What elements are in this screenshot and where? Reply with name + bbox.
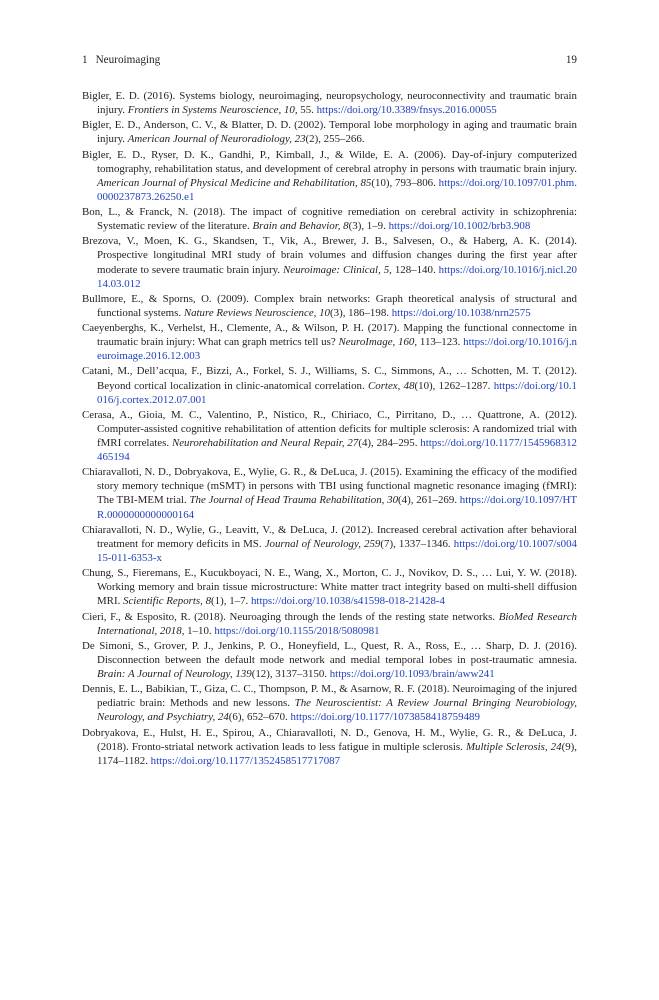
doi-link[interactable]: https://doi.org/10.1093/brain/aww241	[329, 667, 495, 680]
reference-text: Chiaravalloti, N. D., Wylie, G., Leavitt, V., & DeLuca, J. (2012). Increased cerebral activation after behavioral treatment for memory deficits in MS.	[82, 523, 577, 550]
reference-entry	[82, 292, 577, 320]
doi-link[interactable]: https://doi.org/10.1016/j.nicl.2014.03.012	[97, 263, 577, 290]
doi-link[interactable]: https://doi.org/10.1177/1073858418759489	[290, 711, 480, 724]
reference-entry	[82, 89, 577, 117]
reference-entry	[82, 321, 577, 363]
reference-volume-pages: (9), 1174–1182.	[97, 740, 577, 767]
reference-entry	[82, 639, 577, 681]
reference-entry	[82, 408, 577, 464]
reference-journal: American Journal of Neuroradiology, 23	[127, 133, 306, 146]
chapter-number: 1	[82, 54, 88, 66]
doi-link[interactable]: https://doi.org/10.1038/nrn2575	[391, 306, 531, 319]
reference-journal: NeuroImage, 160	[338, 336, 415, 349]
doi-link[interactable]: https://doi.org/10.1016/j.cortex.2012.07.001	[97, 379, 578, 406]
doi-link[interactable]: https://doi.org/10.1097/01.phm.0000237873.26250.e1	[97, 176, 577, 203]
doi-link[interactable]: https://doi.org/10.1002/brb3.908	[388, 220, 531, 233]
reference-text: Brezova, V., Moen, K. G., Skandsen, T., Vik, A., Brewer, J. B., Salvesen, O., & Haberg, A. K. (2014). Prospective longitudinal MRI study of brain volumes and diffusion changes during the first year after moderate to severe traumatic brain injury.	[82, 235, 577, 276]
reference-journal: Frontiers in Systems Neuroscience, 10	[127, 104, 295, 117]
reference-volume-pages: (3), 1–9.	[348, 220, 389, 233]
reference-volume-pages: (12), 3137–3150.	[251, 667, 330, 680]
reference-entry	[82, 726, 577, 768]
reference-volume-pages: , 55.	[294, 104, 317, 117]
reference-text: Cieri, F., & Esposito, R. (2018). Neuroaging through the lends of the resting state networks.	[82, 610, 499, 623]
reference-volume-pages: (2), 255–266.	[305, 133, 365, 146]
reference-text: Bon, L., & Franck, N. (2018). The impact of cognitive remediation on cerebral activity in schizophrenia: Systematic review of the literature.	[82, 206, 577, 233]
reference-entry	[82, 682, 577, 724]
reference-entry	[82, 610, 577, 638]
reference-volume-pages: (10), 1262–1287.	[414, 379, 494, 392]
reference-volume-pages: (4), 261–269.	[398, 494, 460, 507]
doi-link[interactable]: https://doi.org/10.1177/1545968312465194	[97, 437, 577, 464]
reference-entry	[82, 148, 577, 204]
reference-entry	[82, 465, 577, 521]
reference-list	[82, 89, 577, 769]
doi-link[interactable]: https://doi.org/10.1097/HTR.0000000000000164	[97, 494, 577, 521]
reference-journal: American Journal of Physical Medicine and Rehabilitation, 85	[97, 176, 372, 189]
reference-text: Bigler, E. D., Ryser, D. K., Gandhi, P., Kimball, J., & Wilde, E. A. (2006). Day-of-injury computerized tomography, rehabilitation status, and development of cerebral atrophy in persons with traumatic brain injury.	[82, 148, 577, 175]
doi-link[interactable]: https://doi.org/10.1038/s41598-018-21428-4	[250, 595, 446, 608]
reference-text: Cerasa, A., Gioia, M. C., Valentino, P., Nistico, R., Chiriaco, C., Pirritano, D., … Quattrone, A. (2012). Computer-assisted cognitive rehabilitation of attention deficits for multiple sclerosis: A randomized trial with fMRI correlates.	[82, 408, 577, 449]
reference-volume-pages: (4), 284–295.	[358, 437, 421, 449]
reference-text: Bigler, E. D. (2016). Systems biology, neuroimaging, neuropsychology, neuroconnectivity and traumatic brain injury.	[82, 90, 577, 117]
chapter-heading	[82, 52, 160, 68]
reference-text: Caeyenberghs, K., Verhelst, H., Clemente, A., & Wilson, P. H. (2017). Mapping the functional connectome in traumatic brain injury: What can graph metrics tell us?	[82, 322, 577, 349]
reference-text: Catani, M., Dell’acqua, F., Bizzi, A., Forkel, S. J., Williams, S. C., Simmons, A., … Schotten, M. T. (2012). Beyond cortical localization in clinic-anatomical correlation.	[82, 365, 577, 392]
reference-entry	[82, 234, 577, 290]
reference-journal: The Journal of Head Trauma Rehabilitation, 30	[189, 494, 399, 507]
reference-journal: Journal of Neurology, 259	[264, 537, 381, 550]
reference-text: Dennis, E. L., Babikian, T., Giza, C. C., Thompson, P. M., & Asarnow, R. F. (2018). Neuroimaging of the injured pediatric brain: Methods and new lessons.	[82, 683, 577, 710]
doi-link[interactable]: https://doi.org/10.1007/s00415-011-6353-x	[97, 537, 577, 564]
reference-volume-pages: (3), 186–198.	[330, 306, 392, 319]
reference-volume-pages: , 1–10.	[181, 624, 215, 637]
chapter-title: Neuroimaging	[95, 54, 161, 66]
reference-journal: Neuroimage: Clinical, 5	[282, 263, 390, 276]
reference-text: Chiaravalloti, N. D., Dobryakova, E., Wylie, G. R., & DeLuca, J. (2015). Examining the efficacy of the modified story memory technique (mSMT) in persons with TBI using functional magnetic resonance imaging (fMRI): The TBI-MEM trial.	[82, 466, 577, 507]
doi-link[interactable]: https://doi.org/10.1177/1352458517717087	[150, 754, 341, 767]
reference-volume-pages: (7), 1337–1346.	[380, 537, 454, 550]
doi-link[interactable]: https://doi.org/10.1016/j.neuroimage.2016.12.003	[97, 336, 577, 363]
reference-entry	[82, 364, 577, 406]
reference-journal: Scientific Reports, 8	[123, 595, 212, 608]
reference-journal: BioMed Research International, 2018	[97, 610, 577, 637]
reference-text: Dobryakova, E., Hulst, H. E., Spirou, A., Chiaravalloti, N. D., Genova, H. M., Wylie, G. R., & DeLuca, J. (2018). Fronto-striatal network activation leads to less fatigue in multiple sclerosis.	[82, 726, 577, 753]
reference-text: De Simoni, S., Grover, P. J., Jenkins, P. O., Honeyfield, L., Quest, R. A., Ross, E., … Sharp, D. J. (2016). Disconnection between the default mode network and medial temporal lobes in post-traumatic amnesia.	[82, 639, 577, 666]
reference-journal: Brain and Behavior, 8	[252, 220, 349, 233]
reference-journal: Nature Reviews Neuroscience, 10	[183, 306, 330, 319]
doi-link[interactable]: https://doi.org/10.1155/2018/5080981	[214, 624, 380, 637]
doi-link[interactable]: https://doi.org/10.3389/fnsys.2016.00055	[316, 104, 497, 117]
reference-entry	[82, 566, 577, 608]
running-header	[82, 52, 577, 68]
reference-journal: Brain: A Journal of Neurology, 139	[97, 667, 252, 680]
reference-journal: The Neuroscientist: A Review Journal Bringing Neurobiology, Neurology, and Psychiatry, 24	[97, 697, 577, 724]
reference-journal: Neurorehabilitation and Neural Repair, 27	[171, 437, 359, 449]
reference-entry	[82, 118, 577, 146]
reference-journal: Cortex, 48	[367, 379, 415, 392]
reference-text: Chung, S., Fieremans, E., Kucukboyaci, N. E., Wang, X., Morton, C. J., Novikov, D. S., … Lui, Y. W. (2018). Working memory and brain tissue microstructure: White matter tract integrity based on multi-shell diffusion MRI.	[82, 567, 577, 608]
reference-volume-pages: (1), 1–7.	[211, 595, 251, 608]
reference-volume-pages: , 113–123.	[414, 336, 464, 349]
page-number: 19	[565, 54, 577, 66]
reference-text: Bullmore, E., & Sporns, O. (2009). Complex brain networks: Graph theoretical analysis of structural and functional systems.	[82, 292, 577, 319]
reference-volume-pages: (6), 652–670.	[228, 711, 291, 724]
reference-journal: Multiple Sclerosis, 24	[465, 740, 562, 753]
reference-text: Bigler, E. D., Anderson, C. V., & Blatter, D. D. (2002). Temporal lobe morphology in aging and traumatic brain injury.	[82, 119, 577, 146]
reference-volume-pages: , 128–140.	[389, 263, 439, 276]
reference-entry	[82, 523, 577, 565]
reference-entry	[82, 205, 577, 233]
reference-volume-pages: (10), 793–806.	[371, 176, 439, 189]
